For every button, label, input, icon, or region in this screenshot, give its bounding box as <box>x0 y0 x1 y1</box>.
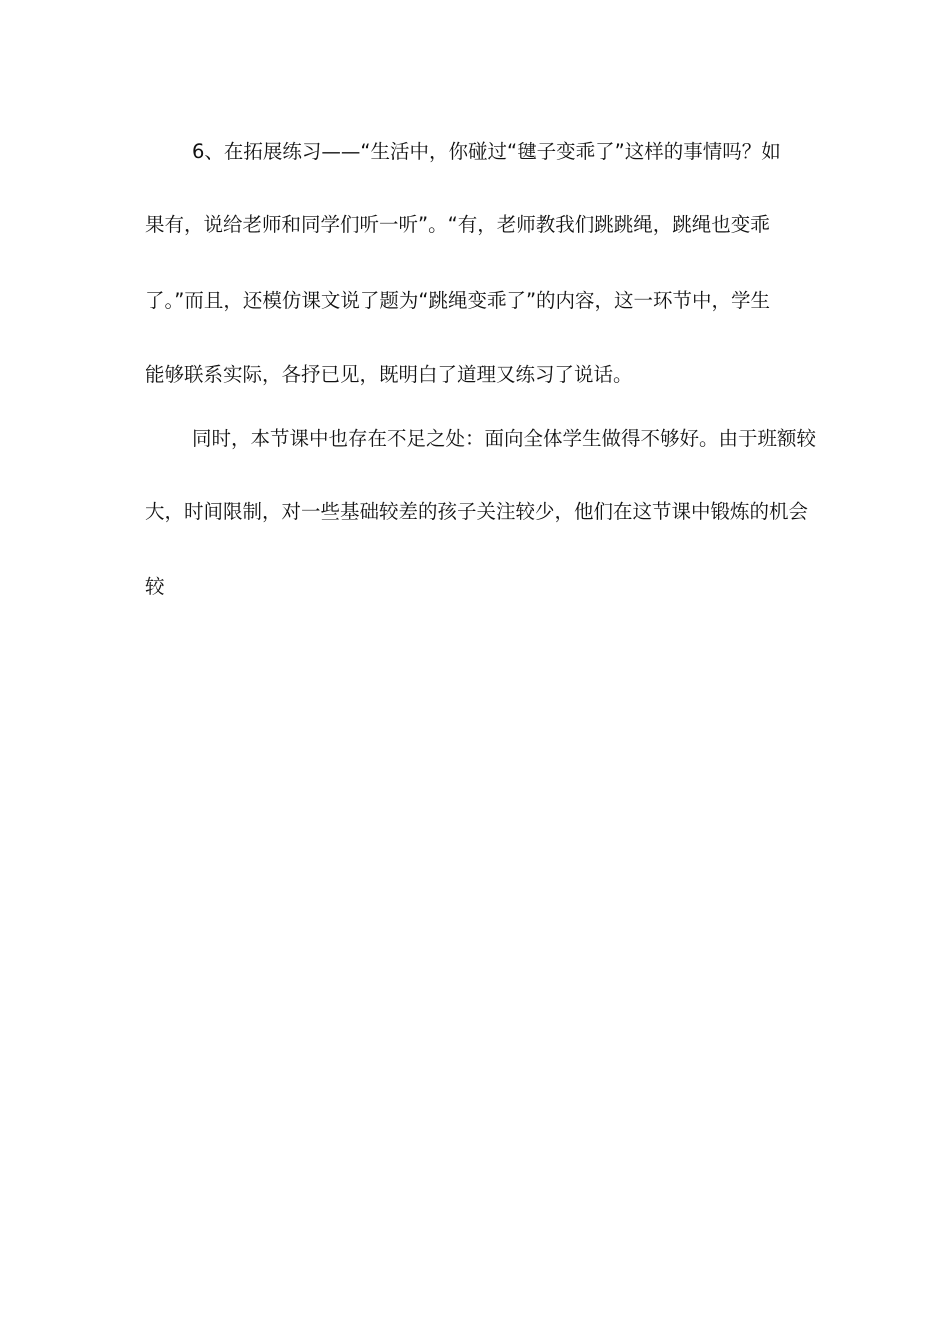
paragraph-1-line-1: 6、在拓展练习——“生活中，你碰过“毽子变乖了”这样的事情吗？如 <box>192 140 781 163</box>
paragraph-2-line-2: 大，时间限制，对一些基础较差的孩子关注较少，他们在这节课中锻炼的机会 <box>145 500 809 523</box>
paragraph-2-line-3: 较 <box>145 575 165 598</box>
paragraph-1-line-3: 了。”而且，还模仿课文说了题为“跳绳变乖了”的内容，这一环节中，学生 <box>145 289 771 312</box>
paragraph-1-line-4: 能够联系实际，各抒已见，既明白了道理又练习了说话。 <box>145 363 633 386</box>
paragraph-2-line-1: 同时，本节课中也存在不足之处：面向全体学生做得不够好。由于班额较 <box>192 427 817 450</box>
paragraph-1-line-2: 果有，说给老师和同学们听一听”。“有，老师教我们跳跳绳，跳绳也变乖 <box>145 213 770 236</box>
